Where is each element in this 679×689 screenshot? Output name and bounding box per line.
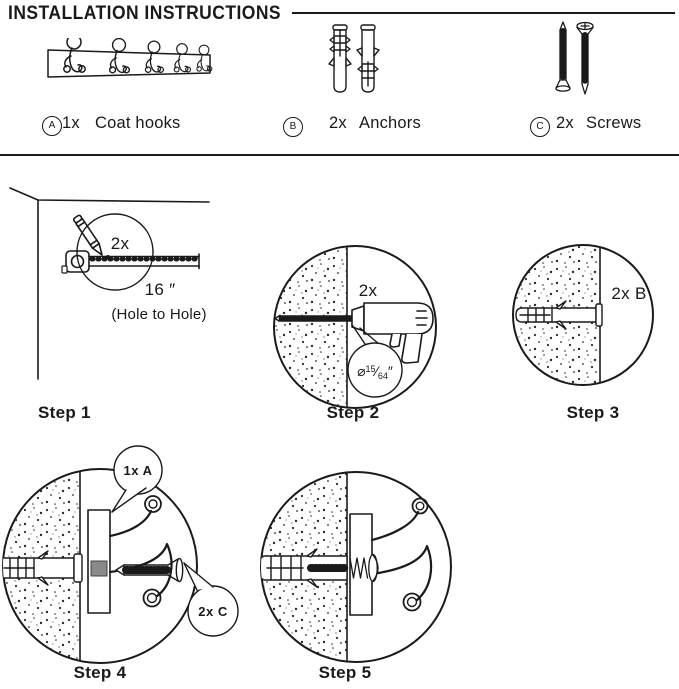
anchor-icon [329, 25, 351, 92]
step3-callout: 2x B [611, 284, 647, 303]
anchors-drawing [326, 22, 382, 98]
anchor-icon [357, 25, 379, 92]
title-rule [292, 12, 675, 14]
part-qty-a: 1x [62, 114, 80, 132]
page-title: INSTALLATION INSTRUCTIONS [8, 3, 282, 24]
step1-distance-note: (Hole to Hole) [111, 306, 207, 323]
part-letter-c: C [530, 117, 550, 137]
part-qty-c: 2x [556, 114, 574, 132]
part-name-a: Coat hooks [95, 114, 181, 132]
coat-hook-icon [110, 496, 172, 607]
step5-label: Step 5 [318, 663, 372, 682]
screw-icon [556, 22, 570, 91]
pencil-mark-dot [194, 256, 198, 260]
step2-label: Step 2 [326, 403, 380, 422]
screw-icon [577, 23, 593, 95]
wall-corner-line [10, 188, 209, 202]
section-divider [0, 154, 679, 156]
part-name-b: Anchors [359, 114, 421, 132]
step2-drawing [265, 240, 445, 418]
step1-distance: 16 ″ [144, 280, 176, 299]
diameter-symbol: ⌀ [357, 363, 366, 379]
step5-drawing [255, 470, 455, 666]
wall-stipple [265, 240, 347, 418]
hook-callout [112, 446, 162, 512]
step2-drill-qty: 2x [358, 281, 378, 300]
coat-hook-icon [372, 499, 431, 611]
step1-drawing [0, 175, 250, 430]
rack-rail [48, 50, 210, 77]
step4-hook-callout-text: 1x A [123, 463, 153, 478]
screws-drawing [551, 20, 599, 98]
step4-label: Step 4 [73, 663, 127, 682]
step1-label: Step 1 [38, 403, 91, 422]
part-letter-a: A [42, 116, 62, 136]
tape-measure-icon [62, 251, 199, 273]
part-name-c: Screws [586, 114, 642, 132]
step3-drawing [510, 243, 656, 387]
step1-mark-qty: 2x [110, 234, 130, 253]
screw-callout [184, 563, 238, 636]
step2-bit-size: $⌀^{15}⁄_{64}''$ [357, 363, 393, 381]
part-letter-b: B [283, 117, 303, 137]
step4-screw-callout-text: 2x C [198, 604, 228, 619]
drill-bit-icon [275, 316, 352, 321]
pencil-mark-dot [106, 255, 110, 259]
step3-label: Step 3 [566, 403, 620, 422]
part-qty-b: 2x [329, 114, 347, 132]
coat-hook-rack-drawing [46, 38, 214, 90]
spacer-block [91, 561, 107, 576]
